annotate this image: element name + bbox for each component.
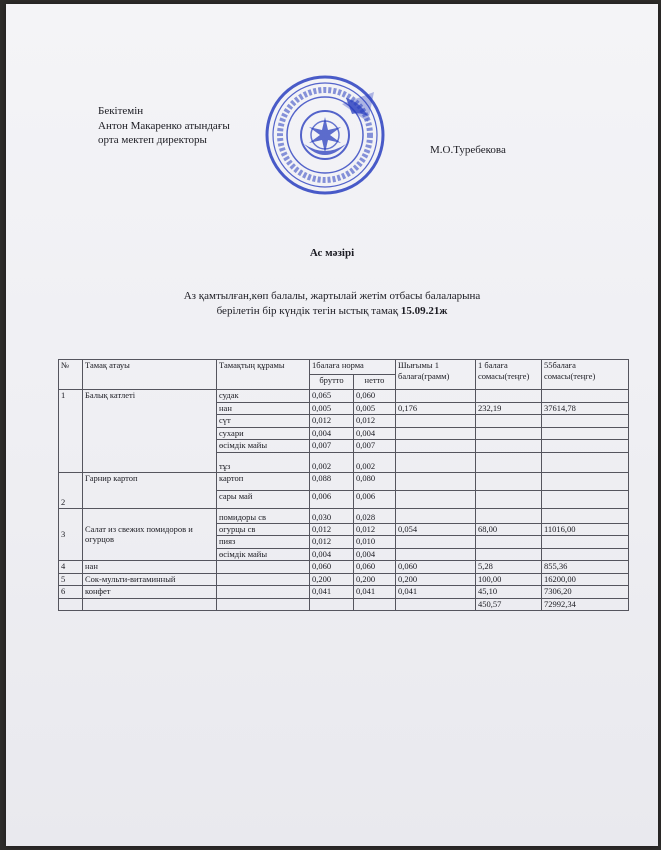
brutto-value: 0,004 [310, 427, 354, 440]
brutto-value: 0,012 [310, 523, 354, 536]
page-title: Ас мәзірі [309, 247, 355, 259]
brutto-value: 0,006 [310, 490, 354, 508]
netto-value: 0,200 [354, 573, 396, 586]
table-row [59, 561, 629, 574]
netto-value: 0,004 [354, 548, 396, 561]
output-value [396, 452, 476, 472]
ingredient: судак [217, 390, 310, 403]
cost-1-value: 100,00 [476, 573, 542, 586]
table-row [59, 390, 629, 403]
netto-value: 0,010 [354, 536, 396, 549]
cost-55-value [542, 415, 629, 428]
brutto-value: 0,002 [310, 452, 354, 472]
cost-1-value [476, 452, 542, 472]
brutto-value: 0,041 [310, 586, 354, 599]
row-num: 6 [59, 586, 83, 599]
approval-line-3: орта мектеп директоры [98, 134, 207, 146]
netto-value: 0,004 [354, 427, 396, 440]
table-row [59, 472, 629, 490]
menu-date: 15.09.21ж [400, 305, 448, 317]
cost-55-value [542, 427, 629, 440]
ingredient: нан [217, 402, 310, 415]
table-total-row [59, 598, 629, 611]
cost-55-value: 16200,00 [542, 573, 629, 586]
header-norm: 1балаға норма [310, 360, 396, 375]
row-dish: Сок-мульти-витаминный [83, 573, 217, 586]
brutto-value: 0,060 [310, 561, 354, 574]
subtitle-line-2 [6, 304, 658, 319]
output-value: 0,060 [396, 561, 476, 574]
header-cost-55: 55балаға сомасы(теңге) [542, 360, 629, 390]
row-num: 5 [59, 573, 83, 586]
ingredient: өсімдік майы [217, 548, 310, 561]
header-composition: Тамақтың құрамы [217, 360, 310, 390]
cost-1-value [476, 427, 542, 440]
table-row [59, 586, 629, 599]
output-value: 0,041 [396, 586, 476, 599]
ingredient: сары май [217, 490, 310, 508]
output-value [396, 390, 476, 403]
total-cost-1: 450,57 [476, 598, 542, 611]
output-value: 0,054 [396, 523, 476, 536]
table-row [59, 573, 629, 586]
netto-value: 0,006 [354, 490, 396, 508]
netto-value: 0,060 [354, 390, 396, 403]
output-value: 0,176 [396, 402, 476, 415]
row-dish: конфет [83, 586, 217, 599]
brutto-value: 0,005 [310, 402, 354, 415]
header-cost-1: 1 балаға сомасы(теңге) [476, 360, 542, 390]
ingredient: картоп [217, 472, 310, 490]
cost-55-value: 11016,00 [542, 523, 629, 536]
row-dish: нан [83, 561, 217, 574]
menu-table [58, 359, 629, 611]
header-num: № [59, 360, 83, 390]
netto-value: 0,012 [354, 415, 396, 428]
row-dish: Гарнир картоп [83, 472, 217, 508]
approval-line-1: Бекітемін [98, 105, 144, 117]
header-dish: Тамақ атауы [83, 360, 217, 390]
ingredient: сүт [217, 415, 310, 428]
brutto-value: 0,012 [310, 536, 354, 549]
cost-1-value [476, 440, 542, 453]
output-value [396, 415, 476, 428]
netto-value: 0,028 [354, 508, 396, 523]
brutto-value: 0,065 [310, 390, 354, 403]
brutto-value: 0,004 [310, 548, 354, 561]
netto-value: 0,012 [354, 523, 396, 536]
netto-value: 0,060 [354, 561, 396, 574]
brutto-value: 0,200 [310, 573, 354, 586]
cost-55-value [542, 390, 629, 403]
row-dish: Салат из свежих помидоров и огурцов [83, 508, 217, 561]
row-num: 2 [59, 472, 83, 508]
netto-value: 0,080 [354, 472, 396, 490]
subtitle-line-1: Аз қамтылған,көп балалы, жартылай жетім отбасы балаларына [183, 290, 481, 302]
cost-55-value: 37614,78 [542, 402, 629, 415]
table-row [59, 508, 629, 523]
total-cost-55: 72992,34 [542, 598, 629, 611]
output-value: 0,200 [396, 573, 476, 586]
cost-55-value: 855,36 [542, 561, 629, 574]
ingredient: өсімдік майы [217, 440, 310, 453]
ingredient: сухари [217, 427, 310, 440]
cost-1-value: 232,19 [476, 402, 542, 415]
cost-1-value: 68,00 [476, 523, 542, 536]
brutto-value: 0,030 [310, 508, 354, 523]
signer-name: М.О.Туребекова [430, 144, 506, 156]
subtitle-line-2-text: берілетін бір күндік тегін ыстық тамақ [216, 305, 399, 317]
cost-55-value: 7306,20 [542, 586, 629, 599]
header-brutto: брутто [310, 375, 354, 390]
cost-55-value [542, 440, 629, 453]
approval-line-2: Антон Макаренко атындағы [98, 119, 230, 132]
subtitle [6, 289, 658, 319]
header-netto: нетто [354, 375, 396, 390]
table-header-row [59, 360, 629, 375]
cost-1-value: 45,10 [476, 586, 542, 599]
document-page [6, 4, 658, 846]
brutto-value: 0,012 [310, 415, 354, 428]
row-num: 3 [59, 508, 83, 561]
approval-block [98, 104, 230, 148]
cost-1-value [476, 415, 542, 428]
row-num: 1 [59, 390, 83, 473]
cost-1-value [476, 390, 542, 403]
output-value [396, 440, 476, 453]
row-dish: Балық катлеті [83, 390, 217, 473]
cost-1-value: 5,28 [476, 561, 542, 574]
netto-value: 0,002 [354, 452, 396, 472]
cost-55-value [542, 452, 629, 472]
brutto-value: 0,007 [310, 440, 354, 453]
brutto-value: 0,088 [310, 472, 354, 490]
header-output: Шығымы 1 балаға(грамм) [396, 360, 476, 390]
ingredient: пияз [217, 536, 310, 549]
row-num: 4 [59, 561, 83, 574]
ingredient: огурцы св [217, 523, 310, 536]
official-stamp-icon [264, 74, 386, 196]
ingredient: тұз [217, 452, 310, 472]
output-value [396, 427, 476, 440]
netto-value: 0,041 [354, 586, 396, 599]
ingredient: помидоры св [217, 508, 310, 523]
netto-value: 0,007 [354, 440, 396, 453]
netto-value: 0,005 [354, 402, 396, 415]
